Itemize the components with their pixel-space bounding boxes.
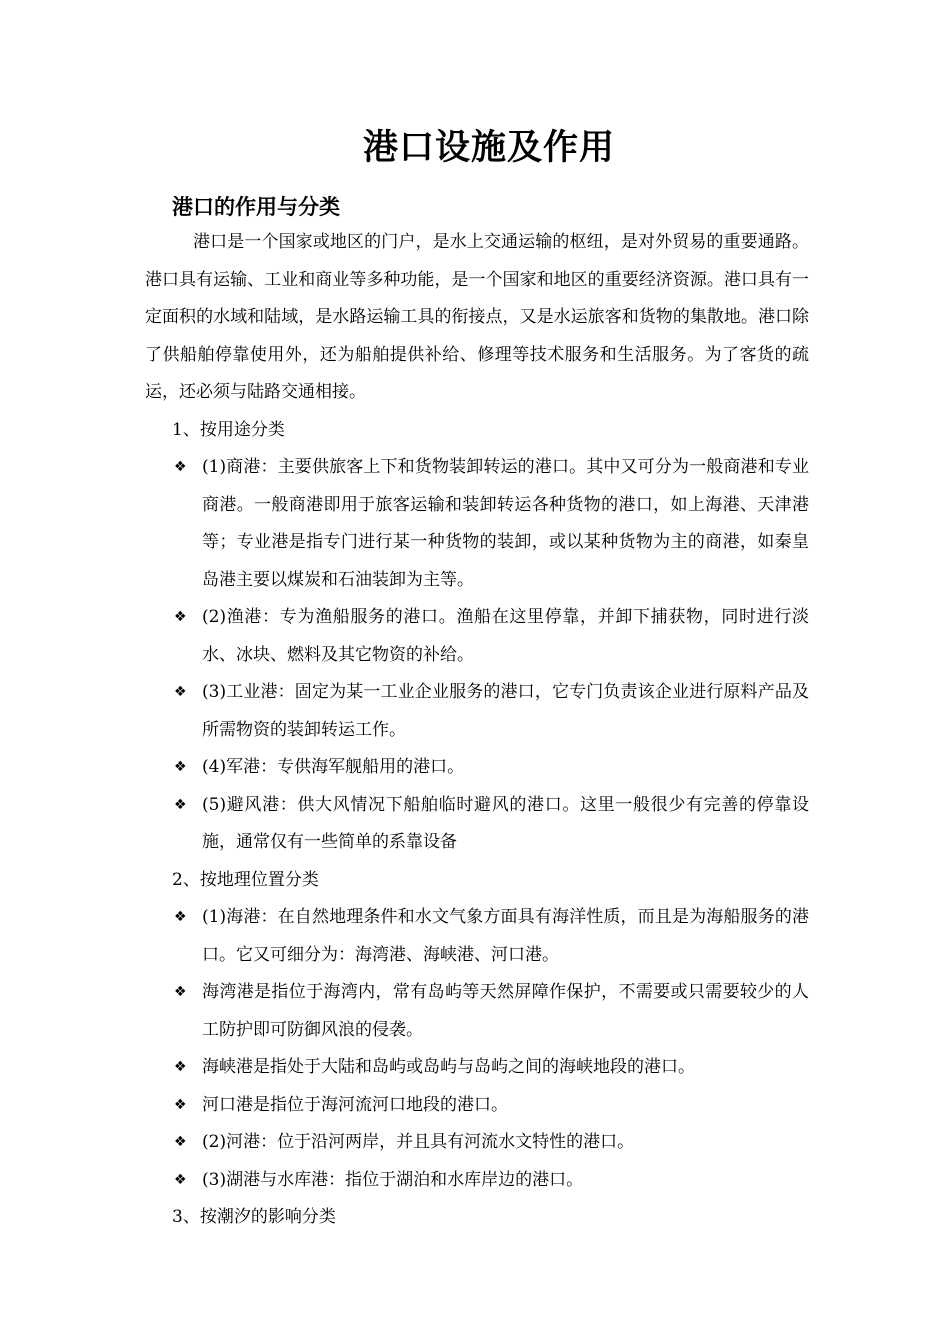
document-body (145, 224, 809, 1237)
list-item-text: (3)湖港与水库港：指位于湖泊和水库岸边的港口。 (202, 1169, 584, 1190)
list-item-text: (5)避风港：供大风情况下船舶临时避风的港口。这里一般很少有完善的停靠设施，通常仅有一些简单的系靠设备 (202, 794, 809, 852)
list-item (145, 787, 809, 862)
diamond-bullet-icon: ❖ (174, 609, 187, 625)
list-item-text: (2)渔港：专为渔船服务的港口。渔船在这里停靠，并卸下捕获物，同时进行淡水、冰块、燃料及其它物资的补给。 (202, 607, 809, 665)
list-item-text: 海湾港是指位于海湾内，常有岛屿等天然屏障作保护，不需要或只需要较少的人工防护即可防御风浪的侵袭。 (202, 982, 809, 1040)
category-label-geography: 2、按地理位置分类 (172, 869, 319, 890)
list-item (145, 449, 809, 599)
list-item (145, 1162, 809, 1200)
list-item (145, 899, 809, 974)
list-item-text: 海峡港是指处于大陆和岛屿或岛屿与岛屿之间的海峡地段的港口。 (202, 1057, 695, 1077)
diamond-bullet-icon: ❖ (174, 1134, 187, 1150)
diamond-bullet-icon: ❖ (174, 796, 187, 813)
section-heading: 港口的作用与分类 (172, 195, 340, 219)
diamond-bullet-icon: ❖ (174, 684, 187, 700)
page-title: 港口设施及作用 (362, 128, 615, 168)
list-item-text: (2)河港：位于沿河两岸，并且具有河流水文特性的港口。 (202, 1132, 635, 1152)
category-label-tide: 3、按潮汐的影响分类 (172, 1207, 336, 1227)
list-item (145, 1124, 809, 1162)
diamond-bullet-icon: ❖ (174, 759, 187, 775)
intro-paragraph: 港口是一个国家或地区的门户，是水上交通运输的枢纽，是对外贸易的重要通路。港口具有运输、工业和商业等多种功能，是一个国家和地区的重要经济资源。港口具有一定面积的水域和陆域，是水路运输工具的衔接点，又是水运旅客和货物的集散地。港口除了供船舶停靠使用外，还为船舶提供补给、修理等技术服务和生活服务。为了客货的疏运，还必须与陆路交通相接。 (145, 232, 809, 402)
list-item (145, 1049, 809, 1087)
diamond-bullet-icon: ❖ (174, 1171, 187, 1188)
category-label-usage: 1、按用途分类 (172, 419, 285, 440)
list-item-text: (3)工业港：固定为某一工业企业服务的港口，它专门负责该企业进行原料产品及所需物资的装卸转运工作。 (202, 682, 809, 740)
diamond-bullet-icon: ❖ (174, 1059, 187, 1075)
list-item-text: (4)军港：专供海军舰船用的港口。 (202, 757, 465, 777)
list-item-text: 河口港是指位于海河流河口地段的港口。 (202, 1094, 508, 1115)
diamond-bullet-icon: ❖ (174, 1096, 187, 1113)
diamond-bullet-icon: ❖ (174, 459, 187, 475)
list-item (145, 1087, 809, 1125)
list-item-text: (1)商港：主要供旅客上下和货物装卸转运的港口。其中又可分为一般商港和专业商港。一般商港即用于旅客运输和装卸转运各种货物的港口，如上海港、天津港等；专业港是指专门进行某一种货物的装卸，或以某种货物为主的商港，如秦皇岛港主要以煤炭和石油装卸为主等。 (202, 457, 809, 590)
list-item (145, 674, 809, 749)
list-item (145, 749, 809, 787)
list-item-text: (1)海港：在自然地理条件和水文气象方面具有海洋性质，而且是为海船服务的港口。它又可细分为：海湾港、海峡港、河口港。 (202, 907, 809, 965)
diamond-bullet-icon: ❖ (174, 909, 187, 925)
list-item (145, 599, 809, 674)
diamond-bullet-icon: ❖ (174, 984, 187, 1000)
list-item (145, 974, 809, 1049)
